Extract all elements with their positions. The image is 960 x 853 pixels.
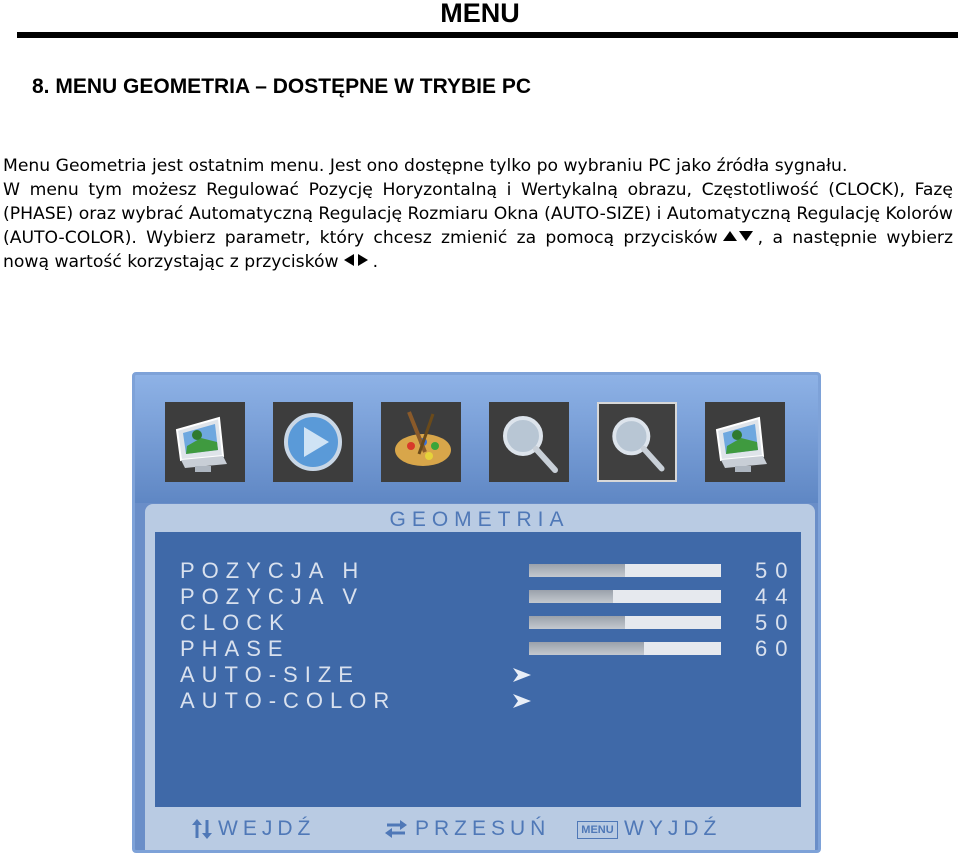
osd-icon-strip — [135, 375, 821, 503]
osd-row-label: AUTO-SIZE — [180, 662, 360, 687]
osd-tile-color[interactable] — [381, 402, 461, 482]
osd-tile-image[interactable] — [165, 402, 245, 482]
osd-slider[interactable] — [529, 642, 721, 655]
intro-text — [3, 154, 953, 274]
osd-slider-fill — [529, 590, 613, 603]
up-down-arrows-icon — [722, 226, 754, 250]
osd-slider[interactable] — [529, 590, 721, 603]
osd-row-label: PHASE — [180, 636, 290, 661]
osd-row-label: POZYCJA H — [180, 558, 366, 583]
osd-row-label: AUTO-COLOR — [180, 688, 397, 713]
chevron-right-icon[interactable] — [511, 692, 533, 710]
osd-tile-setup[interactable] — [705, 402, 785, 482]
paragraph-2-part-a: W menu tym możesz Regulować Pozycję Horyzontalną i Wertykalną obrazu, Częstotliwość (CLOCK), Fazę (PHASE) oraz wybrać Automatyczną Regulację Rozmiaru Okna (AUTO-SIZE) i Automatyczną Regulację Kolorów (AUTO-COLOR). Wybierz parametr, który chcesz zmienić za pomocą przycisków — [3, 180, 953, 248]
osd-row-pozycja-v[interactable] — [155, 585, 801, 609]
paragraph-2 — [3, 178, 953, 274]
osd-slider-fill — [529, 616, 625, 629]
chevron-right-icon[interactable] — [511, 666, 533, 684]
magnifier-icon — [489, 402, 569, 482]
play-icon — [273, 402, 353, 482]
osd-row-value: 50 — [755, 610, 796, 635]
osd-footer — [135, 808, 821, 852]
monitor-picture-icon — [705, 402, 785, 482]
osd-row-auto-color[interactable] — [155, 689, 801, 713]
title-divider — [17, 32, 958, 38]
up-down-arrow-icon — [189, 818, 215, 840]
osd-slider-fill — [529, 642, 644, 655]
osd-tile-zoom[interactable] — [489, 402, 569, 482]
osd-title: GEOMETRIA — [389, 508, 570, 531]
osd-footer-exit: WEJDŹ — [218, 817, 316, 840]
monitor-picture-icon — [165, 402, 245, 482]
paragraph-2-part-b: , a następnie wybierz nową wartość korzystając z przycisków — [3, 228, 954, 272]
osd-slider[interactable] — [529, 616, 721, 629]
page-title: MENU — [440, 0, 520, 28]
section-heading: 8. MENU GEOMETRIA – DOSTĘPNE W TRYBIE PC — [32, 75, 531, 98]
magnifier-icon — [599, 404, 675, 480]
osd-footer-move: PRZESUŃ — [415, 817, 551, 840]
paragraph-1: Menu Geometria jest ostatnim menu. Jest ono dostępne tylko po wybraniu PC jako źródła sygnału. — [3, 156, 848, 176]
osd-row-clock[interactable] — [155, 611, 801, 635]
left-right-arrows-icon — [343, 250, 369, 274]
osd-row-label: POZYCJA V — [180, 584, 365, 609]
osd-menu-list — [155, 532, 801, 807]
osd-row-pozycja-h[interactable] — [155, 559, 801, 583]
osd-row-label: CLOCK — [180, 610, 291, 635]
osd-row-value: 44 — [755, 584, 796, 609]
left-right-arrow-icon — [383, 818, 409, 840]
osd-slider-fill — [529, 564, 625, 577]
osd-tile-play[interactable] — [273, 402, 353, 482]
osd-footer-back: WYJDŹ — [624, 817, 722, 840]
paragraph-2-part-c: . — [372, 252, 379, 272]
menu-key-icon: MENU — [577, 821, 618, 839]
osd-row-phase[interactable] — [155, 637, 801, 661]
osd-screenshot — [132, 372, 821, 853]
paint-palette-icon — [381, 402, 461, 482]
osd-row-value: 60 — [755, 636, 796, 661]
osd-row-value: 50 — [755, 558, 796, 583]
osd-tile-geometry[interactable] — [597, 402, 677, 482]
osd-row-auto-size[interactable] — [155, 663, 801, 687]
osd-slider[interactable] — [529, 564, 721, 577]
